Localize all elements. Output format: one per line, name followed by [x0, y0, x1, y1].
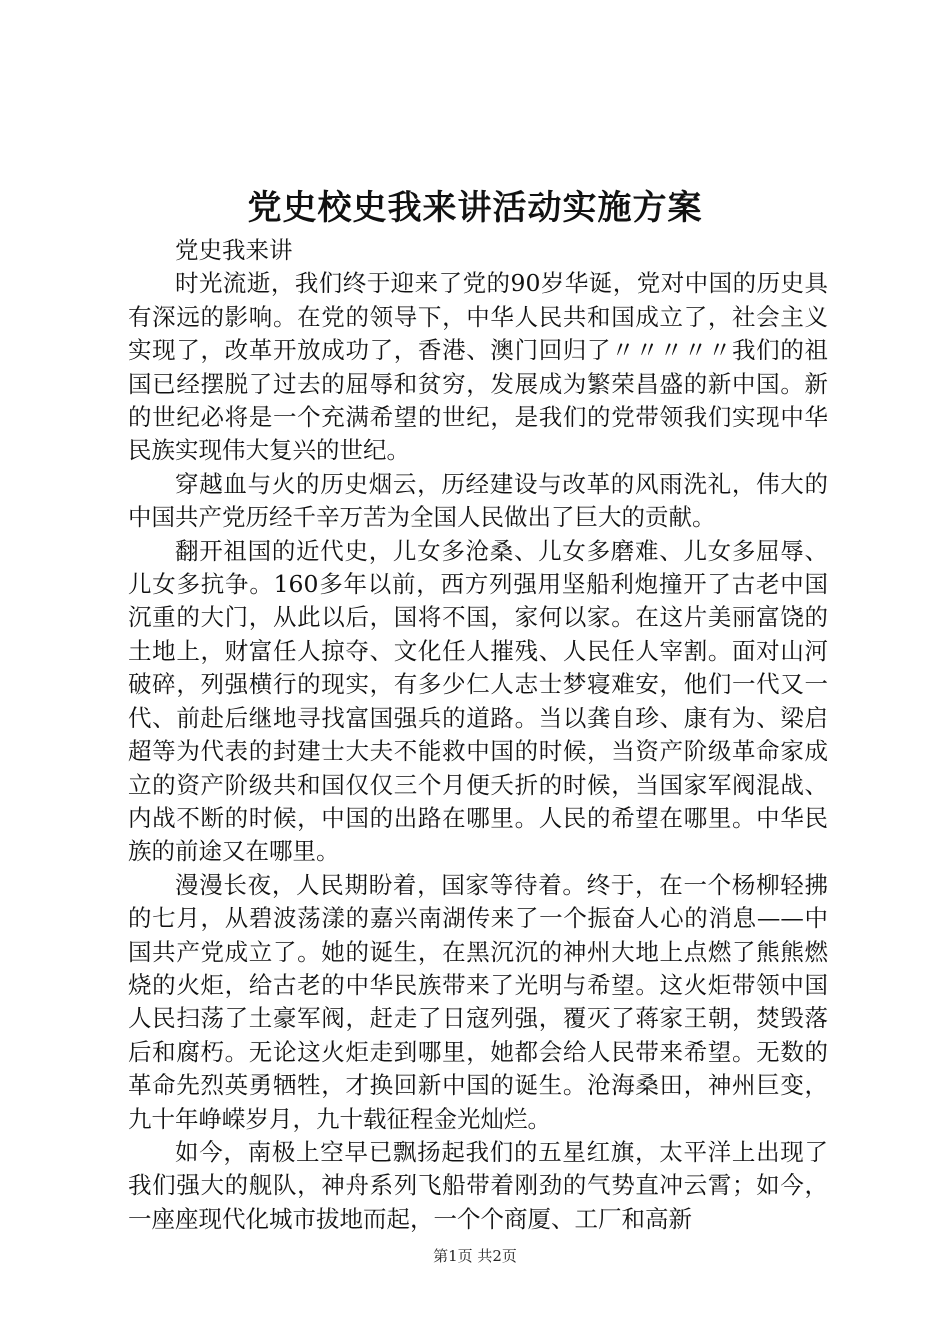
paragraph: 时光流逝，我们终于迎来了党的90岁华诞，党对中国的历史具有深远的影响。在党的领导下，中华人民共和国成立了，社会主义实现了，改革开放成功了，香港、澳门回归了〃〃〃〃〃我们的祖国已经摆脱了过去的屈辱和贫穷，发展成为繁荣昌盛的新中国。新的世纪必将是一个充满希望的世纪，是我们的党带领我们实现中华民族实现伟大复兴的世纪。 [128, 269, 828, 465]
document-body [128, 234, 828, 1236]
paragraph-subtitle: 党史我来讲 [175, 236, 293, 264]
paragraph: 穿越血与火的历史烟云，历经建设与改革的风雨洗礼，伟大的中国共产党历经千辛万苦为全国人民做出了巨大的贡献。 [128, 469, 828, 532]
paragraph: 翻开祖国的近代史，儿女多沧桑、儿女多磨难、儿女多屈辱、儿女多抗争。160多年以前，西方列强用坚船利炮撞开了古老中国沉重的大门，从此以后，国将不国，家何以家。在这片美丽富饶的土地上，财富任人掠夺、文化任人摧残、人民任人宰割。面对山河破碎，列强横行的现实，有多少仁人志士梦寝难安，他们一代又一代、前赴后继地寻找富国强兵的道路。当以龚自珍、康有为、梁启超等为代表的封建士大夫不能救中国的时候，当资产阶级革命家成立的资产阶级共和国仅仅三个月便夭折的时候，当国家军阀混战、内战不断的时候，中国的出路在哪里。人民的希望在哪里。中华民族的前途又在哪里。 [128, 536, 828, 866]
page-number-footer: 第1页 共2页 [433, 1247, 517, 1265]
paragraph: 如今，南极上空早已飘扬起我们的五星红旗，太平洋上出现了我们强大的舰队，神舟系列飞船带着刚劲的气势直冲云霄；如今，一座座现代化城市拔地而起，一个个商厦、工厂和高新 [128, 1137, 828, 1233]
document-title: 党史校史我来讲活动实施方案 [247, 188, 703, 228]
paragraph: 漫漫长夜，人民期盼着，国家等待着。终于，在一个杨柳轻拂的七月，从碧波荡漾的嘉兴南湖传来了一个振奋人心的消息——中国共产党成立了。她的诞生，在黑沉沉的神州大地上点燃了熊熊燃烧的火炬，给古老的中华民族带来了光明与希望。这火炬带领中国人民扫荡了土豪军阀，赶走了日寇列强，覆灭了蒋家王朝，焚毁落后和腐朽。无论这火炬走到哪里，她都会给人民带来希望。无数的革命先烈英勇牺牲，才换回新中国的诞生。沧海桑田，神州巨变，九十年峥嵘岁月，九十载征程金光灿烂。 [128, 870, 828, 1133]
